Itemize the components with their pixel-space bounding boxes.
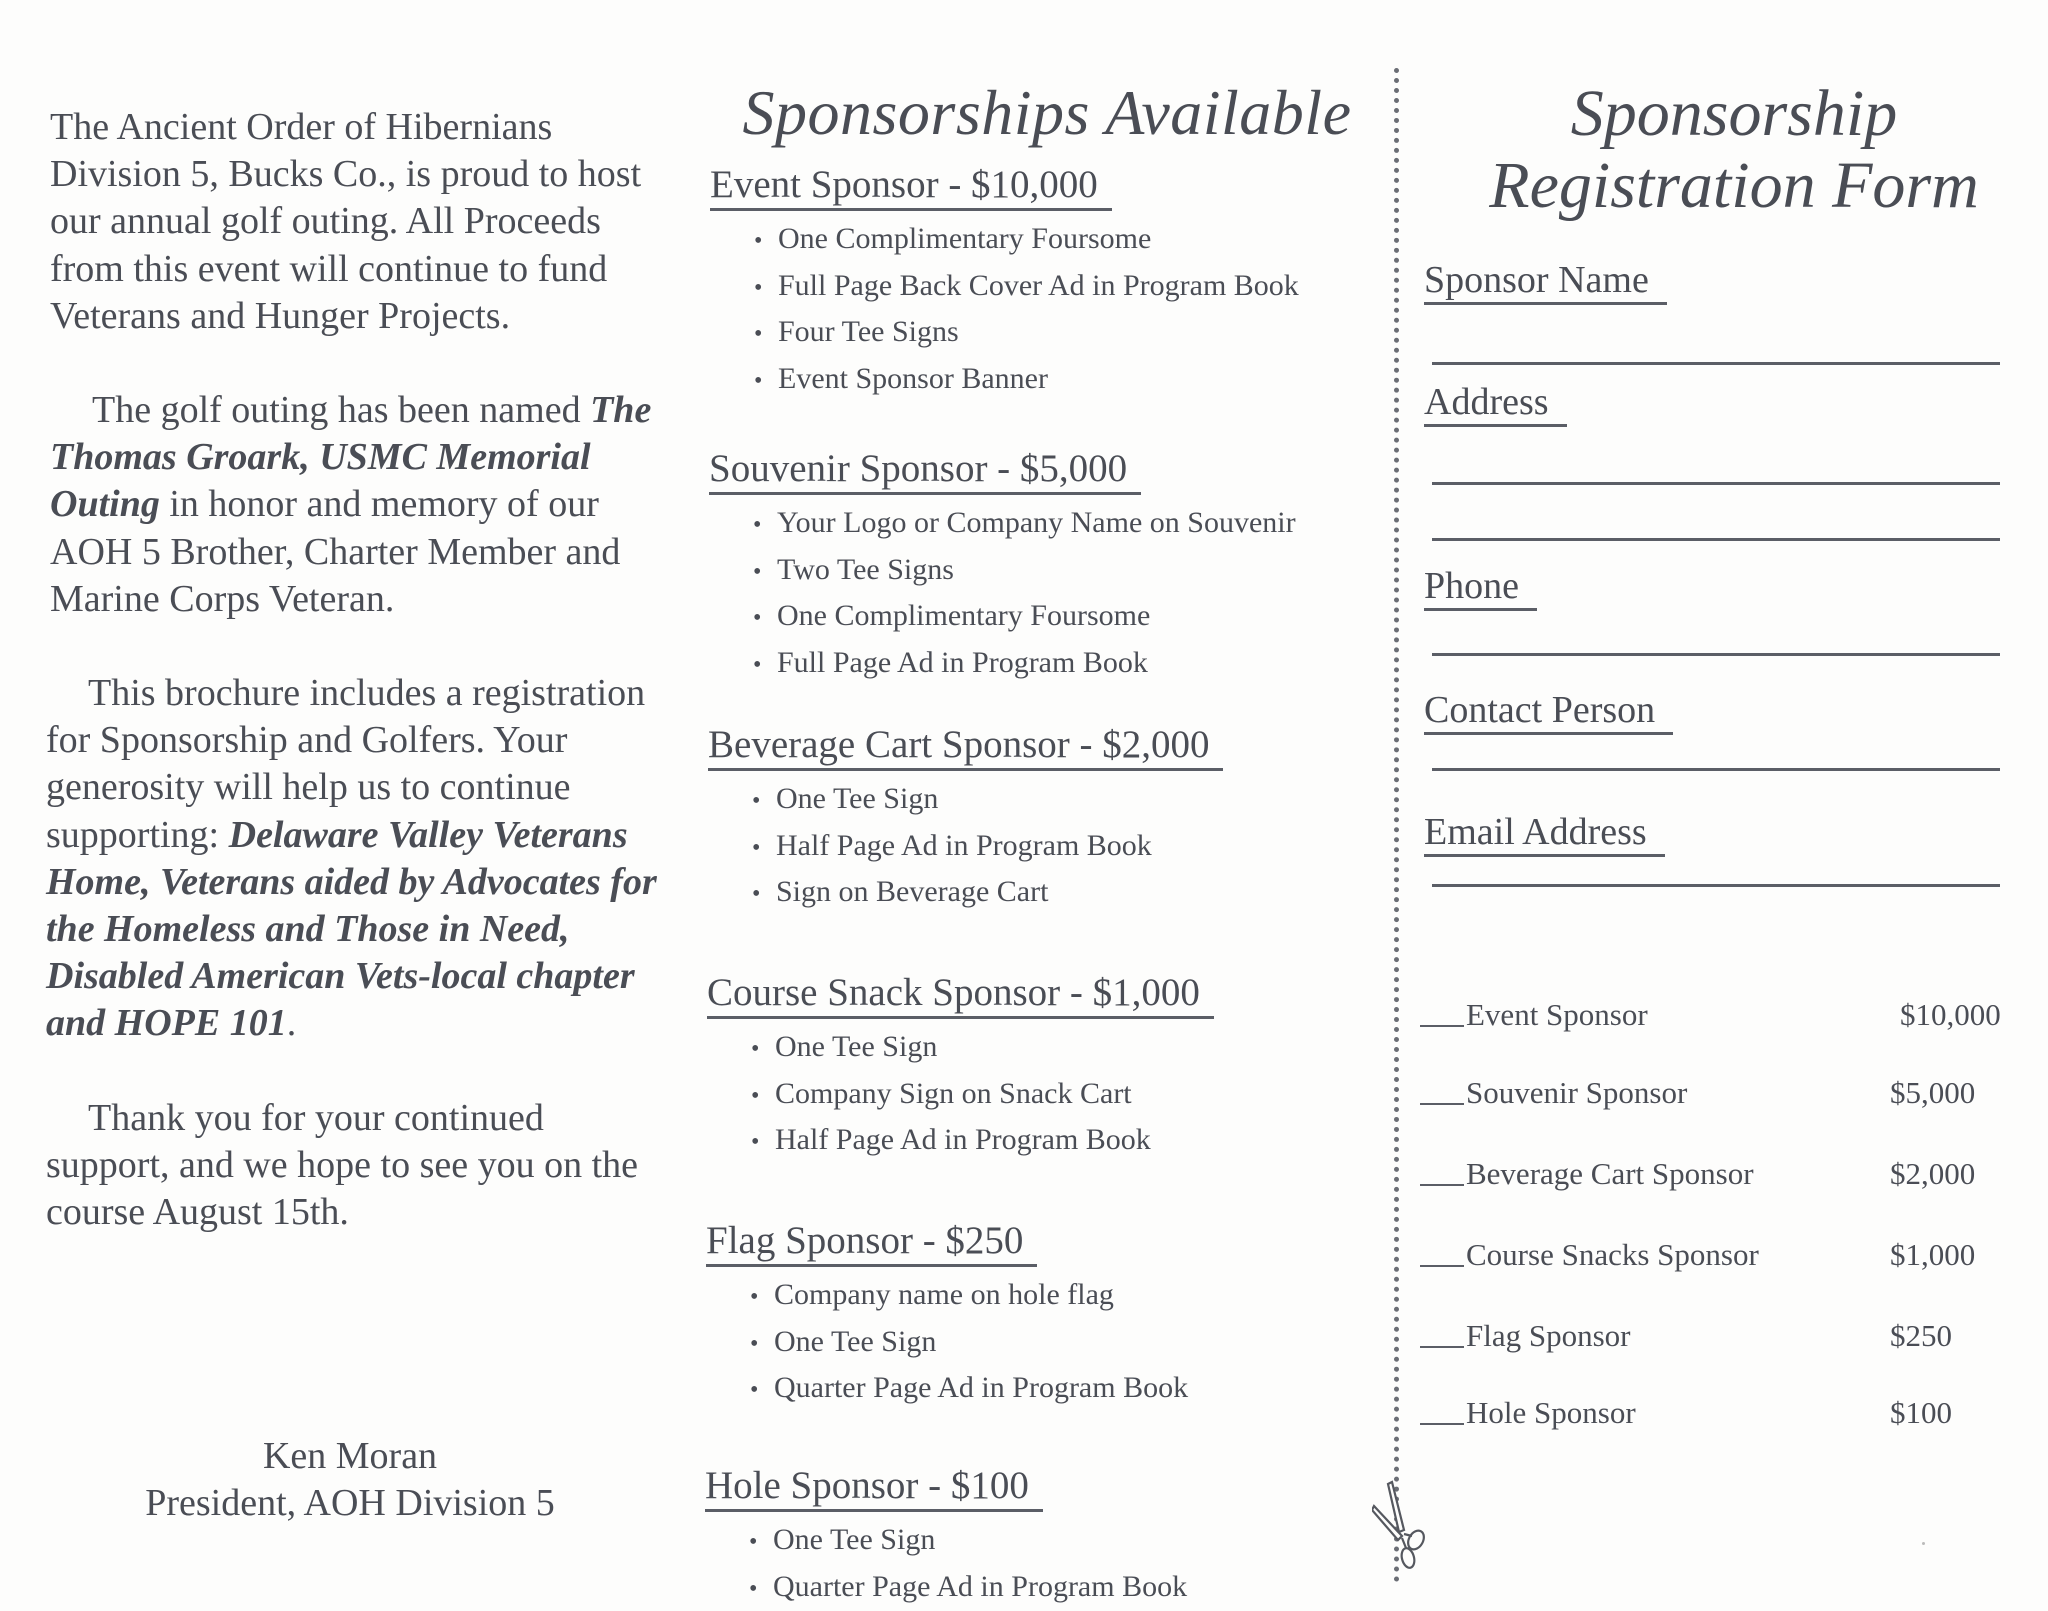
sponsorship-section: [707, 970, 1387, 1165]
option-checkbox-blank[interactable]: [1420, 1235, 1464, 1267]
benefit-item: [750, 1320, 1386, 1367]
sponsorship-section: [706, 1218, 1386, 1413]
scissors-icon: [1372, 1478, 1444, 1570]
phone-field[interactable]: [1432, 653, 2000, 656]
option-price: $1,000: [1890, 1235, 1975, 1275]
benefit-item: [750, 1366, 1386, 1413]
sponsorship-heading: Beverage Cart Sponsor - $2,000: [708, 722, 1223, 771]
benefit-text: Full Page Back Cover Ad in Program Book: [778, 269, 1299, 302]
benefit-item: [752, 870, 1388, 917]
benefit-text: Company name on hole flag: [774, 1278, 1114, 1311]
option-name: Souvenir Sponsor: [1466, 1073, 1890, 1113]
option-price: $250: [1890, 1316, 1952, 1356]
benefit-text: Half Page Ad in Program Book: [775, 1123, 1151, 1156]
benefit-text: Four Tee Signs: [778, 315, 959, 348]
phone-label: Phone: [1424, 564, 1537, 611]
benefit-item: [753, 641, 1389, 688]
sponsorship-option: [1420, 1154, 2040, 1194]
option-name: Beverage Cart Sponsor: [1466, 1154, 1890, 1194]
sponsorship-heading: Souvenir Sponsor - $5,000: [709, 446, 1141, 495]
address-label: Address: [1424, 380, 1567, 427]
option-price: $2,000: [1890, 1154, 1975, 1194]
benefit-item: [750, 1273, 1386, 1320]
benefit-text: One Tee Sign: [775, 1030, 937, 1063]
benefit-item: [753, 548, 1389, 595]
sponsorship-option: [1420, 1235, 2040, 1275]
sponsorship-option: [1420, 1393, 2040, 1433]
form-title-line-2: Registration Form: [1420, 150, 2048, 222]
option-name: Hole Sponsor: [1466, 1393, 1890, 1433]
beneficiaries-list: Delaware Valley Veterans Home, Veterans aided by Advocates for the Homeless and Those in Need, Disabled American Vets-local chapter and HOPE 101: [46, 814, 657, 1045]
form-title-line-1: Sponsorship: [1420, 78, 2048, 150]
benefit-text: Your Logo or Company Name on Souvenir: [777, 506, 1296, 539]
benefit-item: [749, 1518, 1385, 1565]
signature-block: [0, 1433, 700, 1527]
benefit-text: Event Sponsor Banner: [778, 362, 1048, 395]
option-name: Course Snacks Sponsor: [1466, 1235, 1890, 1275]
benefit-text: One Tee Sign: [774, 1325, 936, 1358]
benefit-item: [749, 1565, 1385, 1611]
sponsorships-title: Sponsorships Available: [700, 72, 1394, 154]
email-address-field[interactable]: [1432, 884, 2000, 887]
signature-title: President, AOH Division 5: [0, 1480, 700, 1527]
benefit-text: Quarter Page Ad in Program Book: [774, 1371, 1188, 1404]
form-title: [1420, 78, 2048, 222]
benefit-text: Two Tee Signs: [777, 553, 954, 586]
sponsorship-heading: Flag Sponsor - $250: [706, 1218, 1037, 1267]
intro-text: [50, 104, 670, 1236]
sponsorship-option: [1420, 1073, 2040, 1113]
option-price: $100: [1890, 1393, 1952, 1433]
signature-name: Ken Moran: [0, 1433, 700, 1480]
email-address-label: Email Address: [1424, 810, 1665, 857]
intro-paragraph-4: Thank you for your continued support, and we hope to see you on the course August 15th.: [46, 1095, 670, 1237]
benefit-item: [754, 310, 1390, 357]
sponsorship-section: [705, 1463, 1385, 1611]
text-span: in honor and memory of our AOH 5 Brother, Charter Member and Marine Corps Veteran.: [50, 483, 620, 619]
benefit-item: [751, 1025, 1387, 1072]
benefit-item: [754, 264, 1390, 311]
text-span: This brochure includes a registration for Sponsorship and Golfers. Your generosity will help us to continue supporting:: [46, 672, 645, 856]
sponsor-name-field[interactable]: [1432, 362, 2000, 365]
benefit-list: [708, 777, 1388, 917]
benefit-list: [705, 1518, 1385, 1611]
sponsorship-option: [1420, 1316, 2040, 1356]
option-price: $10,000: [1900, 995, 2001, 1035]
option-name: Flag Sponsor: [1466, 1316, 1890, 1356]
scan-speck: [1922, 1542, 1925, 1545]
cut-line-divider: [1394, 68, 1399, 1583]
address-field-line-2[interactable]: [1432, 538, 2000, 541]
benefit-list: [709, 501, 1389, 687]
contact-person-label: Contact Person: [1424, 688, 1673, 735]
contact-person-field[interactable]: [1432, 768, 2000, 771]
benefit-text: Full Page Ad in Program Book: [777, 646, 1148, 679]
sponsorship-option: [1420, 995, 2040, 1035]
benefit-text: One Tee Sign: [776, 782, 938, 815]
benefit-item: [751, 1118, 1387, 1165]
benefit-item: [754, 217, 1390, 264]
benefit-text: One Complimentary Foursome: [777, 599, 1150, 632]
benefit-list: [707, 1025, 1387, 1165]
option-checkbox-blank[interactable]: [1420, 995, 1464, 1027]
benefit-list: [706, 1273, 1386, 1413]
benefit-list: [710, 217, 1390, 403]
option-checkbox-blank[interactable]: [1420, 1316, 1464, 1348]
benefit-text: One Tee Sign: [773, 1523, 935, 1556]
sponsorship-heading: Hole Sponsor - $100: [705, 1463, 1043, 1512]
memorial-outing-name: The Thomas Groark, USMC Memorial Outing: [50, 389, 651, 525]
sponsorship-heading: Course Snack Sponsor - $1,000: [707, 970, 1214, 1019]
sponsorship-section: [709, 446, 1389, 687]
sponsorship-section: [708, 722, 1388, 917]
benefit-item: [752, 824, 1388, 871]
benefit-text: Half Page Ad in Program Book: [776, 829, 1152, 862]
benefit-item: [751, 1072, 1387, 1119]
text-span: The golf outing has been named: [92, 389, 590, 431]
sponsorship-section: [710, 162, 1390, 403]
benefit-text: One Complimentary Foursome: [778, 222, 1151, 255]
text-span: .: [287, 1002, 297, 1044]
intro-paragraph-3: [46, 670, 670, 1048]
benefit-text: Sign on Beverage Cart: [776, 875, 1048, 908]
benefit-item: [752, 777, 1388, 824]
sponsorship-heading: Event Sponsor - $10,000: [710, 162, 1112, 211]
benefit-text: Quarter Page Ad in Program Book: [773, 1570, 1187, 1603]
option-price: $5,000: [1890, 1073, 1975, 1113]
option-name: Event Sponsor: [1466, 995, 1900, 1035]
option-checkbox-blank[interactable]: [1420, 1393, 1464, 1425]
intro-paragraph-1: The Ancient Order of Hibernians Division 5, Bucks Co., is proud to host our annual golf outing. All Proceeds from this event will continue to fund Veterans and Hunger Projects.: [50, 104, 670, 340]
option-checkbox-blank[interactable]: [1420, 1154, 1464, 1186]
intro-paragraph-2: [50, 387, 670, 623]
benefit-item: [753, 594, 1389, 641]
benefit-item: [753, 501, 1389, 548]
benefit-text: Company Sign on Snack Cart: [775, 1077, 1132, 1110]
option-checkbox-blank[interactable]: [1420, 1073, 1464, 1105]
sponsor-name-label: Sponsor Name: [1424, 258, 1667, 305]
address-field-line-1[interactable]: [1432, 482, 2000, 485]
benefit-item: [754, 357, 1390, 404]
